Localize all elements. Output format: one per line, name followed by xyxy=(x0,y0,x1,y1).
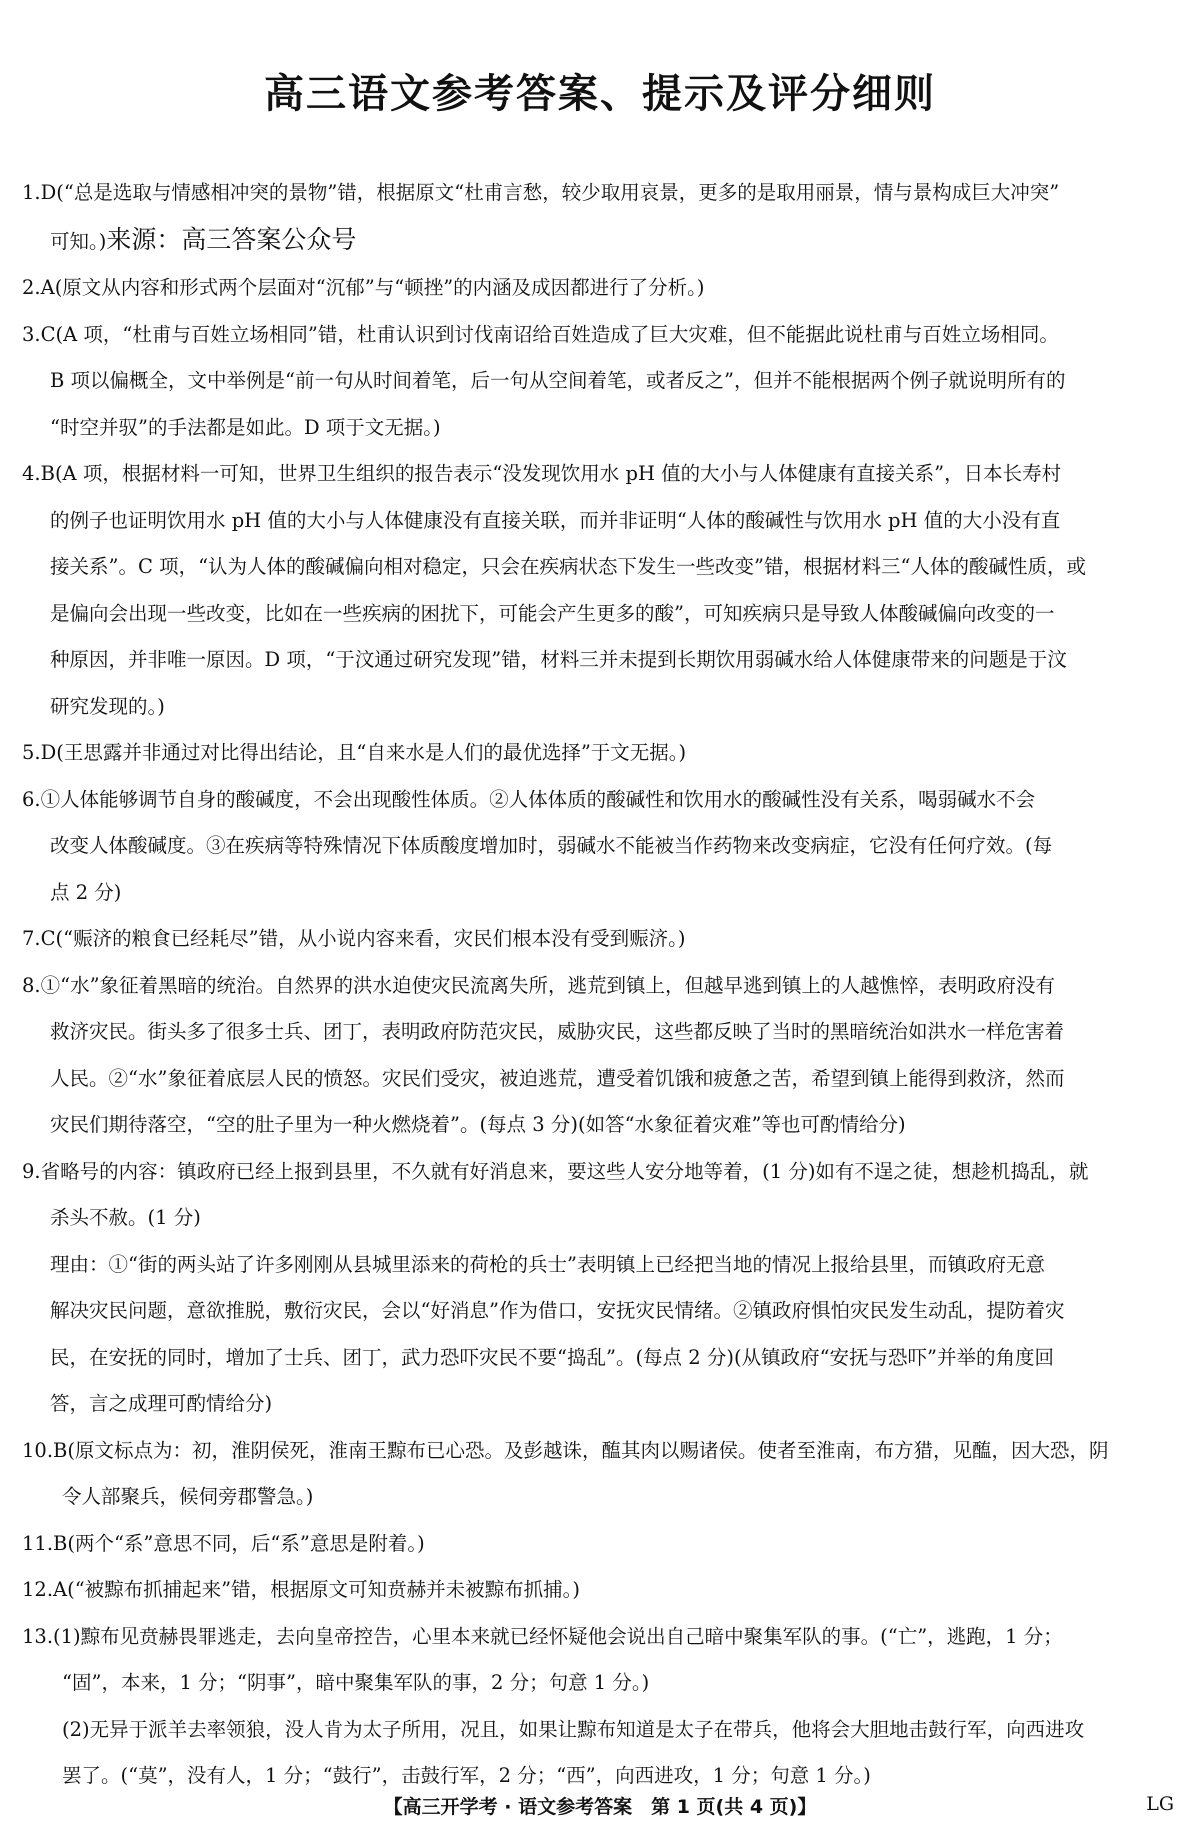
item-text: D(“总是选取与情感相冲突的景物”错，根据原文“杜甫言愁，较少取用哀景，更多的是取用丽景，情与景构成巨大冲突” xyxy=(40,181,1060,204)
footer-code: LG xyxy=(1146,1793,1174,1815)
item-line xyxy=(22,730,1182,777)
reason-line: 民，在安抚的同时，增加了士兵、团丁，武力恐吓灾民不要“捣乱”。(每点 2 分)(从镇政府“安抚与恐吓”并举的角度回 xyxy=(50,1345,1055,1369)
source-note: 来源：高三答案公众号 xyxy=(106,224,357,254)
item-number: 13. xyxy=(22,1624,54,1648)
item-line: 救济灾民。街头多了很多士兵、团丁，表明政府防范灾民，威胁灾民，这些都反映了当时的黑暗统治如洪水一样危害着 xyxy=(50,1020,1065,1043)
item-text: 省略号的内容：镇政府已经上报到县里，不久就有好消息来，要这些人安分地等着，(1 分)如有不逞之徒，想趁机捣乱，就 xyxy=(40,1159,1089,1183)
item-number: 8. xyxy=(22,973,41,997)
item-line: 杀头不赦。(1 分) xyxy=(50,1206,201,1229)
reason-line: 理由：①“街的两头站了许多刚刚从县城里添来的荷枪的兵士”表明镇上已经把当地的情况上报给县里，而镇政府无意 xyxy=(50,1252,1045,1276)
item-line: 接关系”。C 项，“认为人体的酸碱偏向相对稳定，只会在疾病状态下发生一些改变”错，根据材料三“人体的酸碱性质，或 xyxy=(50,555,1086,578)
reason-line: 解决灾民问题，意欲推脱，敷衍灾民，会以“好消息”作为借口，安抚灾民情绪。②镇政府惧怕灾民发生动乱，提防着灾 xyxy=(50,1299,1065,1322)
sub-answer-line: (2)无异于派羊去率领狼，没人肯为太子所用，况且，如果让黥布知道是太子在带兵，他将会大胆地击鼓行军，向西进攻 xyxy=(62,1717,1085,1741)
answer-list xyxy=(22,170,1182,1800)
item-line: B 项以偏概全，文中举例是“前一句从时间着笔，后一句从空间着笔，或者反之”，但并不能根据两个例子就说明所有的 xyxy=(50,369,1066,392)
item-line: “固”，本来，1 分；“阴事”，暗中聚集军队的事，2 分；句意 1 分。) xyxy=(62,1671,650,1694)
item-text: B(两个“系”意思不同，后“系”意思是附着。) xyxy=(53,1531,425,1555)
item-text: ①人体能够调节自身的酸碱度，不会出现酸性体质。②人体体质的酸碱性和饮用水的酸碱性没有关系，喝弱碱水不会 xyxy=(40,787,1036,811)
item-number: 2. xyxy=(22,276,41,299)
answer-item-1 xyxy=(22,170,1182,265)
item-line: 研究发现的。) xyxy=(50,694,165,718)
answer-item-6 xyxy=(22,777,1182,917)
item-number: 5. xyxy=(22,741,41,764)
item-text: C(A 项，“杜甫与百姓立场相同”错，杜甫认识到讨伐南诏给百姓造成了巨大灾难，但不能据此说杜甫与百姓立场相同。 xyxy=(40,322,1059,346)
item-text: A(原文从内容和形式两个层面对“沉郁”与“顿挫”的内涵及成因都进行了分析。) xyxy=(40,276,705,299)
item-line: 人民。②“水”象征着底层人民的愤怒。灾民们受灾，被迫逃荒，遭受着饥饿和疲惫之苦，希望到镇上能得到救济，然而 xyxy=(50,1066,1065,1090)
item-line: “时空并驭”的手法都是如此。D 项于文无据。) xyxy=(50,415,441,439)
item-line: 令人部聚兵，候伺旁郡警急。) xyxy=(62,1485,314,1508)
item-text: B(A 项，根据材料一可知，世界卫生组织的报告表示“没发现饮用水 pH 值的大小与人体健康有直接关系”，日本长寿村 xyxy=(40,462,1062,485)
item-line xyxy=(22,312,1182,359)
answer-item-11 xyxy=(22,1521,1182,1568)
answer-item-8 xyxy=(22,963,1182,1149)
item-line xyxy=(22,1428,1182,1475)
item-line xyxy=(22,916,1182,963)
answer-item-5 xyxy=(22,730,1182,777)
item-text: C(“赈济的粮食已经耗尽”错，从小说内容来看，灾民们根本没有受到赈济。) xyxy=(40,927,686,950)
item-line xyxy=(22,963,1182,1010)
answer-item-4 xyxy=(22,451,1182,730)
item-line xyxy=(22,170,1182,217)
item-line xyxy=(22,777,1182,824)
item-text: D(王思露并非通过对比得出结论，且“自来水是人们的最优选择”于文无据。) xyxy=(40,741,687,764)
answer-item-3 xyxy=(22,312,1182,452)
answer-item-13 xyxy=(22,1614,1182,1800)
item-text: B(原文标点为：初，淮阴侯死，淮南王黥布已心恐。及彭越诛，醢其肉以赐诸侯。使者至淮南，布方猎，见醢，因大恐，阴 xyxy=(53,1438,1109,1462)
item-line xyxy=(22,1149,1182,1196)
item-line: 灾民们期待落空，“空的肚子里为一种火燃烧着”。(每点 3 分)(如答“水象征着灾难”等也可酌情给分) xyxy=(50,1113,906,1136)
item-line: 点 2 分) xyxy=(50,880,122,904)
answer-item-9 xyxy=(22,1149,1182,1428)
item-line xyxy=(22,1614,1182,1661)
answer-item-7 xyxy=(22,916,1182,963)
item-line xyxy=(22,265,1182,312)
item-line: 种原因，并非唯一原因。D 项，“于汶通过研究发现”错，材料三并未提到长期饮用弱碱水给人体健康带来的问题是于汶 xyxy=(50,648,1067,671)
item-text: A(“被黥布抓捕起来”错，根据原文可知贲赫并未被黥布抓捕。) xyxy=(53,1578,581,1601)
item-line: 是偏向会出现一些改变，比如在一些疾病的困扰下，可能会产生更多的酸”，可知疾病只是导致人体酸碱偏向改变的一 xyxy=(50,601,1055,625)
item-number: 11. xyxy=(22,1531,54,1555)
answer-item-2 xyxy=(22,265,1182,312)
item-number: 7. xyxy=(22,927,41,950)
item-text: ①“水”象征着黑暗的统治。自然界的洪水迫使灾民流离失所，逃荒到镇上，但越早逃到镇上的人越憔悴，表明政府没有 xyxy=(40,973,1056,997)
item-text: (1)黥布见贲赫畏罪逃走，去向皇帝控告，心里本来就已经怀疑他会说出自己暗中聚集军队的事。(“亡”，逃跑，1 分； xyxy=(53,1624,1063,1648)
item-number: 9. xyxy=(22,1159,41,1183)
item-number: 1. xyxy=(22,181,41,204)
item-number: 10. xyxy=(22,1438,54,1462)
reason-line: 答，言之成理可酌情给分) xyxy=(50,1392,273,1415)
answer-item-12 xyxy=(22,1567,1182,1614)
item-number: 6. xyxy=(22,787,41,811)
page-title: 高三语文参考答案、提示及评分细则 xyxy=(264,71,936,117)
sub-answer-line: 罢了。(“莫”，没有人，1 分；“鼓行”，击鼓行军，2 分；“西”，向西进攻，1 分；句意 1 分。) xyxy=(62,1764,871,1787)
item-line xyxy=(22,1521,1182,1568)
answer-item-10 xyxy=(22,1428,1182,1521)
item-number: 3. xyxy=(22,322,41,346)
item-number: 12. xyxy=(22,1578,54,1601)
item-line xyxy=(22,217,1182,266)
item-line xyxy=(22,451,1182,498)
item-line: 改变人体酸碱度。③在疾病等特殊情况下体质酸度增加时，弱碱水不能被当作药物来改变病症，它没有任何疗效。(每 xyxy=(50,834,1053,857)
page-footer: 【高三开学考 · 语文参考答案 第 1 页(共 4 页)】 xyxy=(383,1796,817,1818)
item-line: 的例子也证明饮用水 pH 值的大小与人体健康没有直接关联，而并非证明“人体的酸碱性与饮用水 pH 值的大小没有直 xyxy=(50,508,1061,532)
item-line xyxy=(22,1567,1182,1614)
item-number: 4. xyxy=(22,462,41,485)
item-text: 可知。) xyxy=(50,229,107,253)
